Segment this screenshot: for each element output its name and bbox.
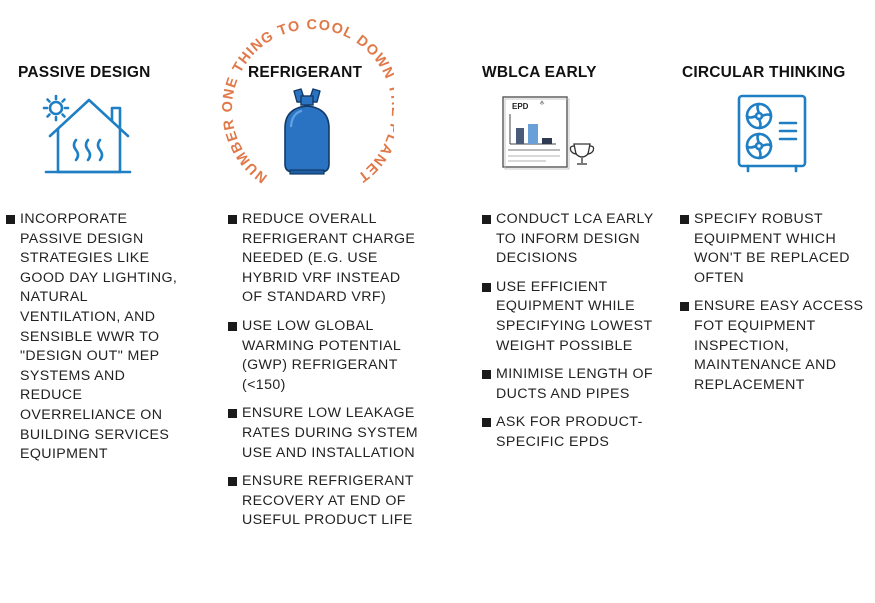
list-item: USE EFFICIENT EQUIPMENT WHILE SPECIFYING LOWEST WEIGHT POSSIBLE (482, 278, 668, 356)
bullet-square (6, 215, 15, 224)
bullet-square (228, 477, 237, 486)
bullet-square (482, 370, 491, 379)
hvac-unit-icon (736, 93, 808, 173)
list-item: ENSURE EASY ACCESS FOT EQUIPMENT INSPECTION, MAINTENANCE AND REPLACEMENT (680, 297, 866, 395)
epd-label: EPD (512, 102, 529, 111)
bullet-square (228, 215, 237, 224)
bullet-square (482, 215, 491, 224)
list-item: ENSURE LOW LEAKAGE RATES DURING SYSTEM USE AND INSTALLATION (228, 404, 420, 463)
trophy-icon (570, 144, 593, 164)
ring-text: NUMBER ONE THING TO COOL DOW ANET (219, 17, 394, 186)
list-item: REDUCE OVERALL REFRIGERANT CHARGE NEEDED (E.G. USE HYBRID VRF INSTEAD OF STANDARD VRF) (228, 210, 420, 308)
list-item: ENSURE REFRIGERANT RECOVERY AT END OF USEFUL PRODUCT LIFE (228, 472, 420, 531)
list-item: ASK FOR PRODUCT-SPECIFIC EPDS (482, 413, 668, 452)
list-item: INCORPORATE PASSIVE DESIGN STRATEGIES LIKE GOOD DAY LIGHTING, NATURAL VENTILATION, AND SENSIBLE WWR TO "DESIGN OUT" MEP SYSTEMS AND REDUCE OVERRELIANCE ON BUILDING SERVICES EQUIPMENT (6, 210, 178, 465)
list-item: CONDUCT LCA EARLY TO INFORM DESIGN DECISIONS (482, 210, 668, 269)
bullet-square (680, 215, 689, 224)
epd-document-icon (500, 94, 600, 170)
bullet-list (228, 210, 420, 540)
bullet-list (680, 210, 866, 404)
column-title: CIRCULAR THINKING (682, 64, 846, 81)
bullet-square (482, 418, 491, 427)
bullet-square (680, 302, 689, 311)
column-title: PASSIVE DESIGN (18, 64, 151, 81)
column-title: WBLCA EARLY (482, 64, 597, 81)
refrigerant-cylinder-icon (277, 86, 337, 176)
bullet-square (228, 322, 237, 331)
list-item: USE LOW GLOBAL WARMING POTENTIAL (GWP) REFRIGERANT (<150) (228, 317, 420, 395)
bullet-list (6, 210, 178, 474)
list-item: SPECIFY ROBUST EQUIPMENT WHICH WON'T BE REPLACED OFTEN (680, 210, 866, 288)
house-sun-icon (38, 94, 134, 178)
bullet-square (482, 283, 491, 292)
bullet-list (482, 210, 668, 462)
column-title: REFRIGERANT (248, 64, 363, 81)
bullet-square (228, 409, 237, 418)
list-item: MINIMISE LENGTH OF DUCTS AND PIPES (482, 365, 668, 404)
